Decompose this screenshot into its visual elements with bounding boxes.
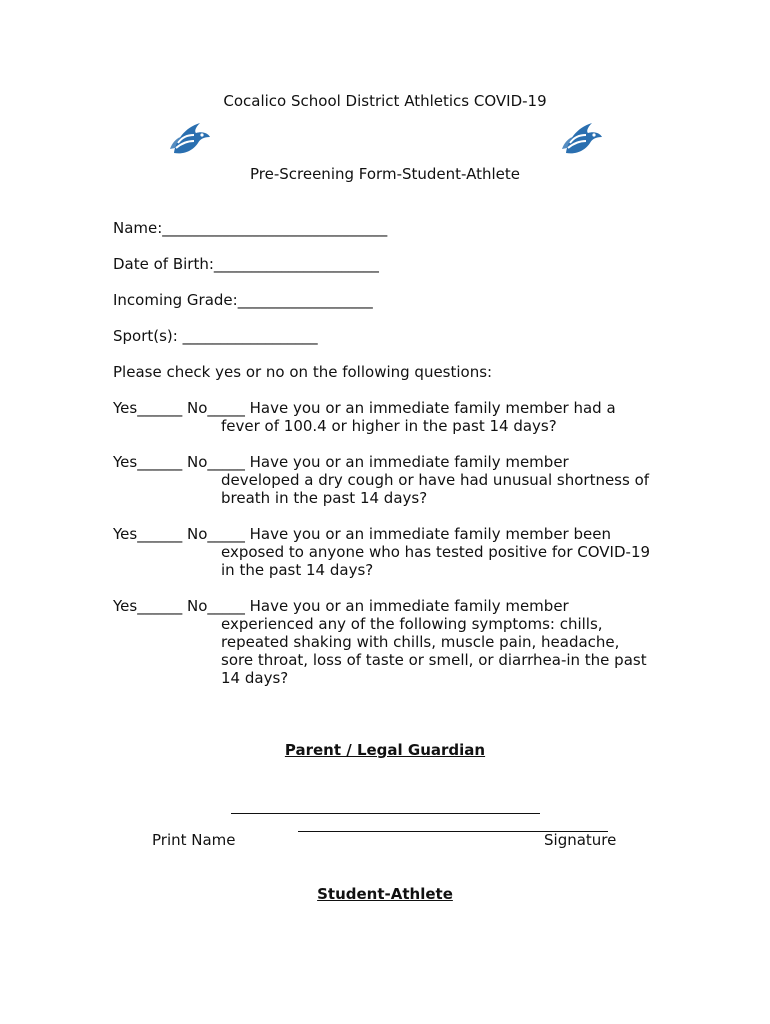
sports-field[interactable]: Sport(s): __________________ [113,327,318,345]
eagle-logo-icon [558,113,606,161]
parent-guardian-heading: Parent / Legal Guardian [284,741,486,759]
question-3-line: in the past 14 days? [221,561,374,579]
eagle-logo-icon [166,113,214,161]
question-4-line: repeated shaking with chills, muscle pain, headache, [221,633,620,651]
question-2-line: breath in the past 14 days? [221,489,428,507]
question-4-line: experienced any of the following symptoms: chills, [221,615,603,633]
print-name-line[interactable] [231,813,540,814]
form-title: Cocalico School District Athletics COVID-19 [223,92,547,110]
instructions-text: Please check yes or no on the following questions: [113,363,493,381]
question-2-prefix[interactable]: Yes______ No_____ Have you or an immediate family member [113,453,569,471]
name-field[interactable]: Name:______________________________ [113,219,388,237]
signature-label: Signature [544,831,617,849]
question-4-prefix[interactable]: Yes______ No_____ Have you or an immediate family member [113,597,569,615]
question-1-prefix[interactable]: Yes______ No_____ Have you or an immediate family member had a [113,399,616,417]
form-subtitle: Pre-Screening Form-Student-Athlete [249,165,520,183]
question-4-line: sore throat, loss of taste or smell, or diarrhea-in the past [221,651,647,669]
date-of-birth-field[interactable]: Date of Birth:______________________ [113,255,379,273]
incoming-grade-field[interactable]: Incoming Grade:__________________ [113,291,373,309]
question-4-line: 14 days? [221,669,289,687]
question-3-line: exposed to anyone who has tested positive for COVID-19 [221,543,651,561]
question-2-line: developed a dry cough or have had unusual shortness of [221,471,650,489]
question-1-line: fever of 100.4 or higher in the past 14 days? [221,417,557,435]
print-name-label: Print Name [152,831,236,849]
question-3-prefix[interactable]: Yes______ No_____ Have you or an immediate family member been [113,525,611,543]
student-athlete-heading: Student-Athlete [317,885,453,903]
